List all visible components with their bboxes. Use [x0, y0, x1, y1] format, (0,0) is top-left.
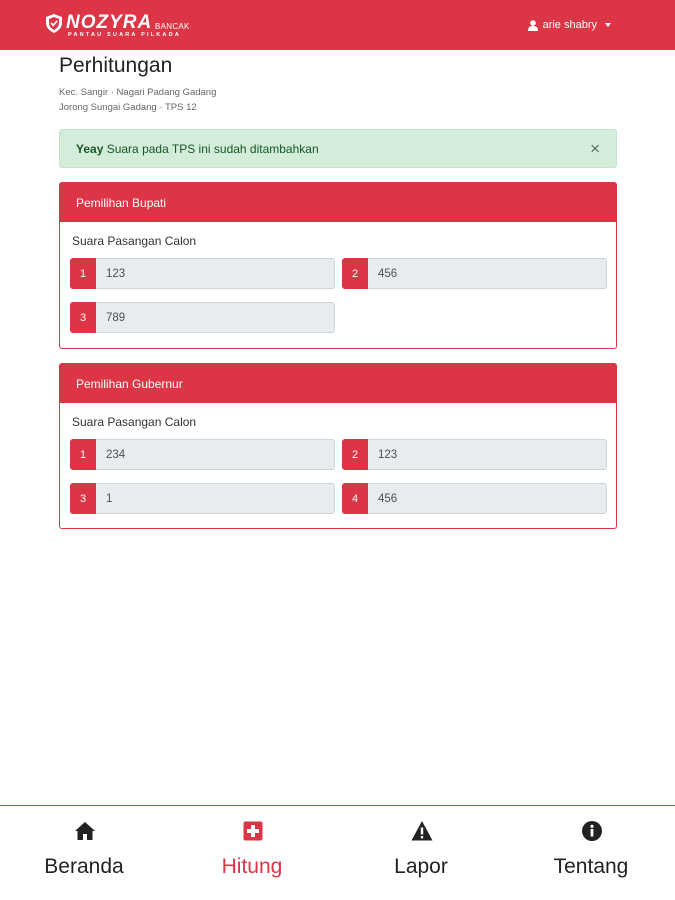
candidate-number-badge: 2 — [342, 258, 368, 289]
candidate-number-badge: 1 — [70, 258, 96, 289]
location-district: Kec. Sangir · Nagari Padang Gadang — [59, 87, 217, 98]
nav-item-beranda[interactable] — [0, 806, 168, 900]
candidate-vote-1 — [70, 439, 335, 470]
close-icon[interactable]: × — [590, 139, 600, 158]
vote-count-input[interactable] — [96, 302, 335, 333]
user-icon — [528, 20, 538, 31]
alert-message: Suara pada TPS ini sudah ditambahkan — [103, 142, 319, 156]
vote-count-input[interactable] — [96, 483, 335, 514]
vote-count-input[interactable] — [96, 258, 335, 289]
warning-icon — [411, 820, 433, 842]
card-header: Pemilihan Gubernur — [60, 364, 616, 403]
logo-tagline: PANTAU SUARA PILKADA — [68, 32, 181, 38]
success-alert — [59, 129, 617, 168]
candidate-vote-3 — [70, 483, 335, 514]
nav-item-lapor[interactable] — [337, 806, 505, 900]
candidate-vote-1 — [70, 258, 335, 289]
candidate-vote-2 — [342, 439, 607, 470]
vote-count-input[interactable] — [368, 439, 607, 470]
alert-strong-text: Yeay — [76, 142, 104, 156]
home-icon — [74, 820, 96, 842]
top-bar — [0, 0, 675, 50]
nav-label: Lapor — [394, 855, 448, 878]
candidate-number-badge: 1 — [70, 439, 96, 470]
candidate-number-badge: 3 — [70, 483, 96, 514]
vote-count-input[interactable] — [96, 439, 335, 470]
card-gubernur — [59, 363, 617, 529]
card-bupati — [59, 182, 617, 349]
candidate-number-badge: 3 — [70, 302, 96, 333]
nav-label: Hitung — [221, 855, 283, 878]
nav-label: Tentang — [553, 855, 629, 878]
card-subtitle: Suara Pasangan Calon — [72, 415, 197, 429]
page-title: Perhitungan — [59, 54, 173, 77]
caret-down-icon — [605, 23, 611, 27]
vote-count-input[interactable] — [368, 258, 607, 289]
candidate-vote-4 — [342, 483, 607, 514]
logo-text: NOZYRA — [66, 12, 153, 33]
nav-item-hitung[interactable] — [168, 806, 336, 900]
user-name: arie shabry — [542, 19, 597, 31]
candidate-number-badge: 4 — [342, 483, 368, 514]
nav-item-tentang[interactable] — [507, 806, 675, 900]
plus-square-icon — [242, 820, 264, 842]
user-menu-dropdown[interactable] — [528, 19, 611, 31]
vote-count-input[interactable] — [368, 483, 607, 514]
candidate-number-badge: 2 — [342, 439, 368, 470]
location-polling-station: Jorong Sungai Gadang · TPS 12 — [59, 102, 197, 113]
shield-icon — [46, 14, 62, 33]
bottom-nav — [0, 805, 675, 900]
card-header: Pemilihan Bupati — [60, 183, 616, 222]
info-icon — [581, 820, 603, 842]
candidate-vote-3 — [70, 302, 335, 333]
logo-sub-text: BANCAK — [155, 22, 190, 31]
candidate-vote-2 — [342, 258, 607, 289]
nav-label: Beranda — [44, 855, 124, 878]
card-subtitle: Suara Pasangan Calon — [72, 234, 197, 248]
